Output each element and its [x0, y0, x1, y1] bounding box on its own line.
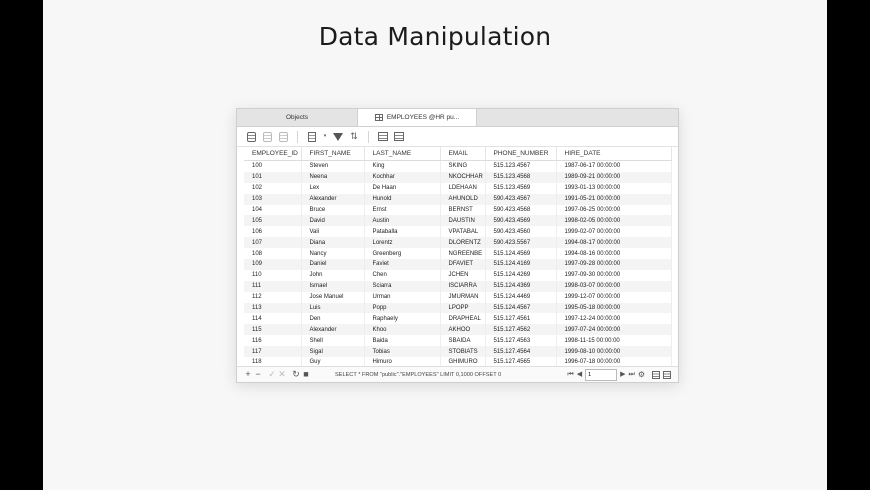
table-cell[interactable]: De Haan: [364, 183, 440, 194]
table-cell[interactable]: 1989-09-21 00:00:00: [556, 172, 671, 183]
table-cell[interactable]: 1994-08-16 00:00:00: [556, 248, 671, 259]
table-cell[interactable]: 1998-03-07 00:00:00: [556, 281, 671, 292]
grid-view-toggle-icon[interactable]: [652, 371, 660, 379]
table-cell[interactable]: Lorentz: [364, 237, 440, 248]
table-cell[interactable]: GHIMURO: [440, 357, 485, 368]
table-cell[interactable]: 104: [244, 205, 301, 216]
table-cell[interactable]: 110: [244, 270, 301, 281]
table-cell[interactable]: STOBIATS: [440, 346, 485, 357]
table-cell[interactable]: 106: [244, 226, 301, 237]
table-cell[interactable]: 515.123.4567: [485, 161, 556, 172]
table-row[interactable]: [244, 303, 671, 314]
table-cell[interactable]: AKHOO: [440, 324, 485, 335]
prev-page-icon[interactable]: ◀: [576, 371, 583, 378]
table-cell[interactable]: AHUNOLD: [440, 194, 485, 205]
table-cell[interactable]: 112: [244, 292, 301, 303]
table-cell[interactable]: David: [301, 215, 364, 226]
cancel-icon[interactable]: ✕: [278, 369, 286, 379]
table-cell[interactable]: Kochhar: [364, 172, 440, 183]
table-cell[interactable]: 1991-05-21 00:00:00: [556, 194, 671, 205]
table-row[interactable]: [244, 313, 671, 324]
last-page-icon[interactable]: ⏭: [628, 371, 635, 378]
table-row[interactable]: [244, 270, 671, 281]
table-cell[interactable]: Raphaely: [364, 313, 440, 324]
table-cell[interactable]: 1997-09-28 00:00:00: [556, 259, 671, 270]
table-cell[interactable]: LDEHAAN: [440, 183, 485, 194]
table-cell[interactable]: Ismael: [301, 281, 364, 292]
table-editor-window: [236, 108, 679, 383]
table-cell[interactable]: 1997-06-25 00:00:00: [556, 205, 671, 216]
table-cell[interactable]: Guy: [301, 357, 364, 368]
table-cell[interactable]: 113: [244, 303, 301, 314]
db-refresh-icon[interactable]: [246, 132, 256, 142]
table-cell[interactable]: 1996-07-18 00:00:00: [556, 357, 671, 368]
table-cell[interactable]: 590.423.4569: [485, 215, 556, 226]
column-header[interactable]: EMPLOYEE_ID: [244, 147, 301, 161]
table-cell[interactable]: VPATABAL: [440, 226, 485, 237]
page-background: [43, 0, 827, 490]
status-bar: [237, 366, 678, 382]
table-row[interactable]: [244, 259, 671, 270]
toolbar-divider: [297, 131, 298, 143]
add-row-icon[interactable]: +: [245, 369, 251, 379]
table-row[interactable]: [244, 215, 671, 226]
table-cell[interactable]: 1995-05-18 00:00:00: [556, 303, 671, 314]
table-cell[interactable]: 111: [244, 281, 301, 292]
table-cell[interactable]: 515.124.4269: [485, 270, 556, 281]
table-cell[interactable]: NGREENBE: [440, 248, 485, 259]
table-row[interactable]: [244, 346, 671, 357]
table-cell[interactable]: King: [364, 161, 440, 172]
delete-row-icon[interactable]: −: [255, 369, 261, 379]
table-cell[interactable]: 515.124.4567: [485, 303, 556, 314]
table-cell[interactable]: 116: [244, 335, 301, 346]
table-cell[interactable]: 118: [244, 357, 301, 368]
table-cell[interactable]: 105: [244, 215, 301, 226]
table-cell[interactable]: 515.124.4369: [485, 281, 556, 292]
table-cell[interactable]: 101: [244, 172, 301, 183]
table-cell[interactable]: 109: [244, 259, 301, 270]
form-view-toggle-icon[interactable]: [663, 371, 671, 379]
table-cell[interactable]: Baida: [364, 335, 440, 346]
table-cell[interactable]: 1994-08-17 00:00:00: [556, 237, 671, 248]
form-view-icon[interactable]: [394, 132, 404, 142]
table-cell[interactable]: SKING: [440, 161, 485, 172]
table-cell[interactable]: 590.423.4560: [485, 226, 556, 237]
db-save-icon[interactable]: [262, 132, 272, 142]
table-cell[interactable]: Nancy: [301, 248, 364, 259]
table-row[interactable]: [244, 292, 671, 303]
table-cell[interactable]: Hunold: [364, 194, 440, 205]
table-cell[interactable]: DFAVIET: [440, 259, 485, 270]
table-cell[interactable]: BERNST: [440, 205, 485, 216]
header-row: [244, 147, 671, 161]
table-cell[interactable]: Steven: [301, 161, 364, 172]
toolbar: [237, 127, 678, 147]
table-cell[interactable]: 1998-02-05 00:00:00: [556, 215, 671, 226]
next-page-icon[interactable]: ▶: [620, 371, 626, 378]
table-cell[interactable]: 1987-06-17 00:00:00: [556, 161, 671, 172]
table-cell[interactable]: JMURMAN: [440, 292, 485, 303]
table-cell[interactable]: Faviet: [364, 259, 440, 270]
table-row[interactable]: [244, 183, 671, 194]
table-cell[interactable]: Popp: [364, 303, 440, 314]
table-cell[interactable]: 515.124.4569: [485, 248, 556, 259]
table-row[interactable]: [244, 281, 671, 292]
table-cell[interactable]: ISCIARRA: [440, 281, 485, 292]
table-row[interactable]: [244, 324, 671, 335]
table-cell[interactable]: Shell: [301, 335, 364, 346]
grid-view-icon[interactable]: [378, 132, 388, 142]
tab-objects-label: Objects: [285, 114, 309, 121]
table-cell[interactable]: 590.423.4567: [485, 194, 556, 205]
table-row[interactable]: [244, 237, 671, 248]
data-grid: [244, 147, 672, 368]
table-cell[interactable]: 108: [244, 248, 301, 259]
table-row[interactable]: [244, 226, 671, 237]
table-cell[interactable]: 117: [244, 346, 301, 357]
table-cell[interactable]: Luis: [301, 303, 364, 314]
table-cell[interactable]: Austin: [364, 215, 440, 226]
table-row[interactable]: [244, 172, 671, 183]
table-row[interactable]: [244, 335, 671, 346]
table-cell[interactable]: Daniel: [301, 259, 364, 270]
table-cell[interactable]: Bruce: [301, 205, 364, 216]
toolbar-divider: [368, 131, 369, 143]
pager: [567, 369, 678, 381]
table-cell[interactable]: 515.123.4569: [485, 183, 556, 194]
table-cell[interactable]: Jose Manuel: [301, 292, 364, 303]
table-cell[interactable]: 1999-02-07 00:00:00: [556, 226, 671, 237]
first-page-icon[interactable]: ⏮: [567, 371, 574, 378]
table-cell[interactable]: 590.423.4568: [485, 205, 556, 216]
table-cell[interactable]: Tobias: [364, 346, 440, 357]
table-cell[interactable]: 1999-12-07 00:00:00: [556, 292, 671, 303]
table-cell[interactable]: 1993-01-13 00:00:00: [556, 183, 671, 194]
table-cell[interactable]: 100: [244, 161, 301, 172]
column-header[interactable]: PHONE_NUMBER: [485, 147, 556, 161]
table-row[interactable]: [244, 205, 671, 216]
table-cell[interactable]: 1997-09-30 00:00:00: [556, 270, 671, 281]
table-cell[interactable]: 515.124.4469: [485, 292, 556, 303]
refresh-icon[interactable]: ↻: [292, 369, 300, 379]
table-cell[interactable]: Himuro: [364, 357, 440, 368]
table-cell[interactable]: Alexander: [301, 324, 364, 335]
table-cell[interactable]: 102: [244, 183, 301, 194]
table-cell[interactable]: Diana: [301, 237, 364, 248]
table-cell[interactable]: LPOPP: [440, 303, 485, 314]
table-cell[interactable]: DLORENTZ: [440, 237, 485, 248]
table-cell[interactable]: Urman: [364, 292, 440, 303]
table-cell[interactable]: 515.127.4563: [485, 335, 556, 346]
table-cell[interactable]: 1997-12-24 00:00:00: [556, 313, 671, 324]
table-cell[interactable]: NKOCHHAR: [440, 172, 485, 183]
table-cell[interactable]: Lex: [301, 183, 364, 194]
grid-body: [244, 161, 671, 368]
tab-employees[interactable]: [357, 109, 477, 126]
table-cell[interactable]: John: [301, 270, 364, 281]
column-header[interactable]: LAST_NAME: [364, 147, 440, 161]
tab-bar: [237, 109, 678, 127]
commit-icon[interactable]: ✓: [268, 369, 276, 379]
column-header[interactable]: EMAIL: [440, 147, 485, 161]
table-row[interactable]: [244, 248, 671, 259]
table-cell[interactable]: Ernst: [364, 205, 440, 216]
table-cell[interactable]: 107: [244, 237, 301, 248]
table-cell[interactable]: Greenberg: [364, 248, 440, 259]
table-cell[interactable]: DRAPHEAL: [440, 313, 485, 324]
chevron-down-icon[interactable]: ▾: [323, 133, 327, 139]
table-cell[interactable]: DAUSTIN: [440, 215, 485, 226]
table-cell[interactable]: Sciarra: [364, 281, 440, 292]
table-cell[interactable]: 103: [244, 194, 301, 205]
table-cell[interactable]: 515.124.4169: [485, 259, 556, 270]
table-cell[interactable]: Chen: [364, 270, 440, 281]
table-cell[interactable]: 515.127.4564: [485, 346, 556, 357]
page-number-input[interactable]: [585, 369, 617, 381]
db-revert-icon[interactable]: [278, 132, 288, 142]
tab-employees-label: EMPLOYEES @HR pu...: [386, 114, 460, 121]
tab-objects[interactable]: [237, 109, 357, 126]
document-menu-icon[interactable]: [307, 132, 317, 142]
sort-icon[interactable]: ⇅: [350, 131, 358, 141]
table-cell[interactable]: 1998-11-15 00:00:00: [556, 335, 671, 346]
column-header[interactable]: FIRST_NAME: [301, 147, 364, 161]
table-cell[interactable]: Sigal: [301, 346, 364, 357]
gear-icon[interactable]: ⚙: [637, 370, 645, 379]
table-cell[interactable]: 515.123.4568: [485, 172, 556, 183]
table-icon: [375, 114, 383, 121]
filter-icon[interactable]: [333, 132, 343, 142]
sql-query-text: SELECT * FROM "public"."EMPLOYEES" LIMIT 0,1000 OFFSET 0: [335, 371, 502, 378]
table-cell[interactable]: 515.127.4565: [485, 357, 556, 368]
page-title: Data Manipulation: [318, 22, 552, 51]
table-cell[interactable]: Den: [301, 313, 364, 324]
table-cell[interactable]: Khoo: [364, 324, 440, 335]
table-cell[interactable]: Vali: [301, 226, 364, 237]
table-cell[interactable]: 515.127.4561: [485, 313, 556, 324]
column-header[interactable]: HIRE_DATE: [556, 147, 671, 161]
table-cell[interactable]: 590.423.5567: [485, 237, 556, 248]
table-row[interactable]: [244, 194, 671, 205]
table-row[interactable]: [244, 161, 671, 172]
table-cell[interactable]: Alexander: [301, 194, 364, 205]
table-cell[interactable]: 114: [244, 313, 301, 324]
table-cell[interactable]: SBAIDA: [440, 335, 485, 346]
table-cell[interactable]: 1999-08-10 00:00:00: [556, 346, 671, 357]
table-cell[interactable]: Pataballa: [364, 226, 440, 237]
table-cell[interactable]: JCHEN: [440, 270, 485, 281]
table-cell[interactable]: Neena: [301, 172, 364, 183]
table-cell[interactable]: 515.127.4562: [485, 324, 556, 335]
table-cell[interactable]: 1997-07-24 00:00:00: [556, 324, 671, 335]
table-cell[interactable]: 115: [244, 324, 301, 335]
stop-icon[interactable]: ■: [303, 369, 309, 379]
